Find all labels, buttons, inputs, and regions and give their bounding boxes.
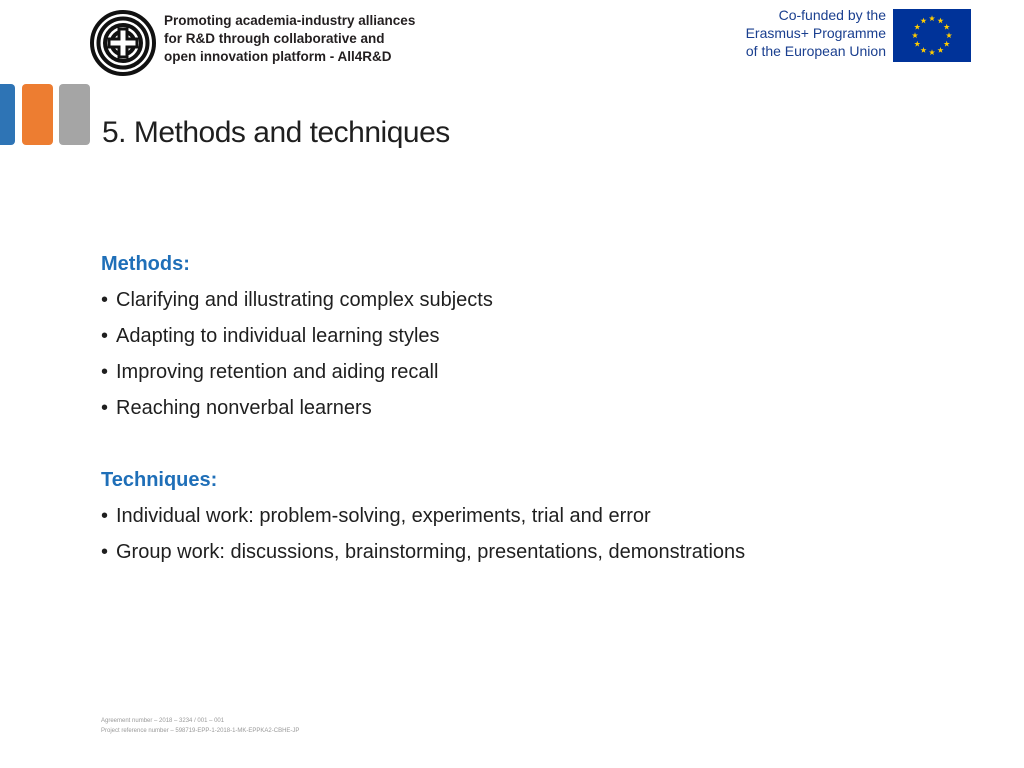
project-title-line: Promoting academia-industry alliances <box>164 13 416 28</box>
cofunded-line: Erasmus+ Programme <box>745 25 886 41</box>
cofunded-line: Co-funded by the <box>778 7 886 23</box>
list-item <box>101 390 981 426</box>
agreement-number: Agreement number – 2018 – 3234 / 001 – 001 <box>101 718 225 724</box>
project-reference: Project reference number – 598719-EPP-1-2018-1-MK-EPPKA2-CBHE-JP <box>101 728 300 734</box>
slide-title: 5. Methods and techniques <box>102 116 450 149</box>
list-item-text: Group work: discussions, brainstorming, presentations, demonstrations <box>116 541 746 563</box>
list-item <box>101 534 981 570</box>
list-item-text: Improving retention and aiding recall <box>116 361 439 383</box>
decor-bar-gray <box>59 84 90 145</box>
methods-heading: Methods: <box>101 253 190 275</box>
list-item <box>101 498 981 534</box>
bullet-icon: • <box>101 397 109 419</box>
list-item <box>101 318 981 354</box>
slide-header <box>0 0 1024 84</box>
decor-bar-orange <box>22 84 53 145</box>
list-item-text: Reaching nonverbal learners <box>116 397 372 419</box>
techniques-heading: Techniques: <box>101 469 218 491</box>
spacer <box>101 426 981 462</box>
slide-content <box>101 246 981 570</box>
list-item <box>101 282 981 318</box>
cofunded-text <box>718 6 886 60</box>
list-item-text: Adapting to individual learning styles <box>116 325 440 347</box>
bullet-icon: • <box>101 325 109 347</box>
eu-flag-icon <box>893 9 971 62</box>
project-title-line: open innovation platform - All4R&D <box>164 49 392 64</box>
methods-list <box>101 282 981 426</box>
bullet-icon: • <box>101 361 109 383</box>
cofunded-line: of the European Union <box>745 43 886 59</box>
list-item-text: Clarifying and illustrating complex subjects <box>116 289 493 311</box>
list-item-text: Individual work: problem-solving, experiments, trial and error <box>116 505 651 527</box>
bullet-icon: • <box>101 505 109 527</box>
project-title-line: for R&D through collaborative and <box>164 31 385 46</box>
all4rd-logo-icon <box>90 10 156 76</box>
bullet-icon: • <box>101 289 109 311</box>
list-item <box>101 354 981 390</box>
bullet-icon: • <box>101 541 109 563</box>
techniques-list <box>101 498 981 570</box>
decor-bar-blue <box>0 84 15 145</box>
project-title <box>164 12 464 66</box>
slide-footer <box>101 716 501 736</box>
